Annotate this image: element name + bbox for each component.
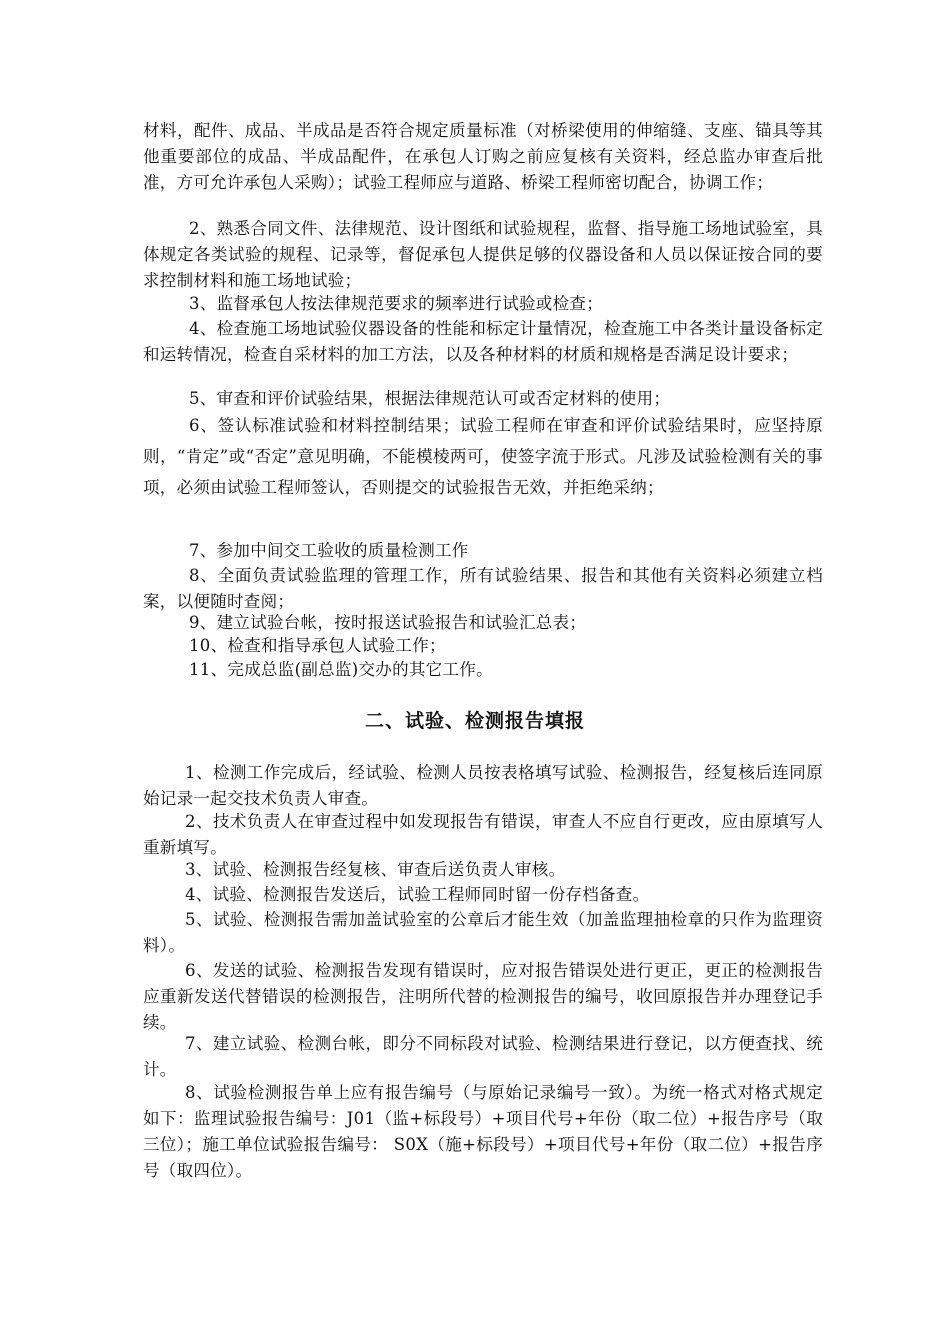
report-paragraph-2: 2、技术负责人在审查过程中如发现报告有错误，审查人不应自行更改，应由原填写人重新填写。: [143, 812, 823, 857]
report-paragraph-7: 7、建立试验、检测台帐，即分不同标段对试验、检测结果进行登记，以方便查找、统计。: [143, 1034, 823, 1079]
report-paragraph-1: 1、检测工作完成后，经试验、检测人员按表格填写试验、检测报告，经复核后连同原始记录一起交技术负责人审查。: [143, 763, 823, 808]
paragraph-item-6: 6、签认标准试验和材料控制结果；试验工程师在审查和评价试验结果时，应坚持原则，“肯定”或“否定”意见明确，不能模棱两可，使签字流于形式。凡涉及试验检测有关的事项，必须由试验工程师签认，否则提交的试验报告无效，并拒绝采纳；: [143, 416, 823, 497]
paragraph-item-7: 7、参加中间交工验收的质量检测工作: [189, 541, 469, 560]
section-heading: 二、试验、检测报告填报: [364, 710, 585, 732]
report-paragraph-3: 3、试验、检测报告经复核、审查后送负责人审核。: [185, 860, 566, 879]
report-paragraph-6: 6、发送的试验、检测报告发现有错误时，应对报告错误处进行更正，更正的检测报告应重新发送代替错误的检测报告，注明所代替的检测报告的编号，收回原报告并办理登记手续。: [143, 961, 823, 1032]
paragraph-item-8: 8、全面负责试验监理的管理工作，所有试验结果、报告和其他有关资料必须建立档案，以便随时查阅；: [143, 566, 823, 611]
paragraph-item-3: 3、监督承包人按法律规范要求的频率进行试验或检查；: [189, 294, 603, 313]
paragraph-item-11: 11、完成总监(副总监)交办的其它工作。: [189, 660, 493, 679]
report-paragraph-5: 5、试验、检测报告需加盖试验室的公章后才能生效（加盖监理抽检章的只作为监理资料）。: [143, 910, 823, 955]
report-paragraph-4: 4、试验、检测报告发送后，试验工程师同时留一份存档备查。: [185, 885, 650, 904]
paragraph-item-5: 5、审查和评价试验结果，根据法律规范认可或否定材料的使用；: [189, 389, 671, 408]
paragraph-item-4: 4、检查施工场地试验仪器设备的性能和标定计量情况，检查施工中各类计量设备标定和运转情况，检查自采材料的加工方法，以及各种材料的材质和规格是否满足设计要求；: [143, 319, 823, 364]
paragraph-item-9: 9、建立试验台帐，按时报送试验报告和试验汇总表；: [189, 613, 587, 632]
report-paragraph-8: 8、试验检测报告单上应有报告编号（与原始记录编号一致）。为统一格式对格式规定如下：监理试验报告编号：J01（监+标段号）+项目代号+年份（取二位）+报告序号（取三位）；施工单位试验报告编号： S0X（施+标段号）+项目代号+年份（取二位）+报告序号（取四位）。: [143, 1083, 823, 1180]
paragraph-materials-continued: 材料，配件、成品、半成品是否符合规定质量标准（对桥梁使用的伸缩缝、支座、锚具等其他重要部位的成品、半成品配件，在承包人订购之前应复核有关资料，经总监办审查后批准，方可允许承包人采购）；试验工程师应与道路、桥梁工程师密切配合，协调工作；: [143, 121, 823, 192]
paragraph-item-10: 10、检查和指导承包人试验工作；: [189, 636, 446, 655]
paragraph-item-2: 2、熟悉合同文件、法律规范、设计图纸和试验规程，监督、指导施工场地试验室，具体规定各类试验的规程、记录等，督促承包人提供足够的仪器设备和人员以保证按合同的要求控制材料和施工场地试验；: [143, 219, 823, 290]
